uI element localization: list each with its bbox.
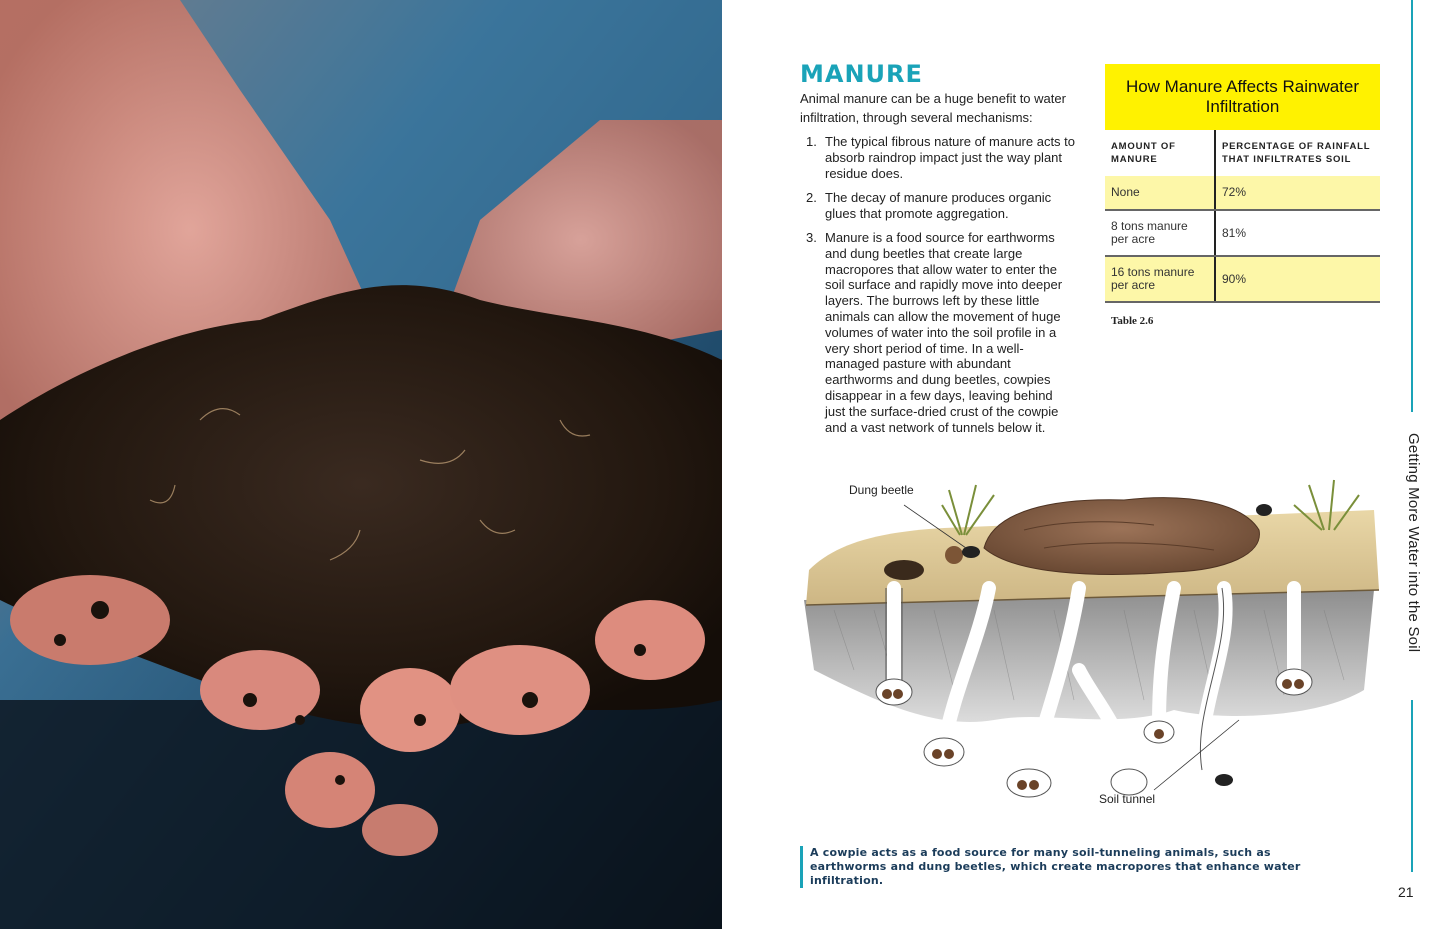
- soil-tunnel-illustration: [794, 470, 1384, 815]
- table-title: How Manure Affects Rainwater Infiltration: [1105, 64, 1380, 130]
- table-body: [1105, 130, 1380, 303]
- infiltration-table: [1105, 64, 1380, 327]
- cell-amount: 8 tons manure per acre: [1105, 211, 1216, 255]
- intro-paragraph: Animal manure can be a huge benefit to water infiltration, through several mechanisms:: [800, 91, 1066, 125]
- list-item: 3. Manure is a food source for earthworms and dung beetles that create large macropores that allow water to enter the soil surface and rapidly move into deeper layers. The burrows left by these little animals can allow the movement of huge volumes of water into the soil profile in a very short period of time. In a well-managed pasture with abundant earthworms and dung beetles, cowpies disappear in a few days, leaving behind just the surface-dried crust of the cowpie and a vast network of tunnels below it.: [806, 229, 1063, 435]
- table-caption: Table 2.6: [1111, 315, 1154, 327]
- column-header-percentage: PERCENTAGE OF RAINFALL THAT INFILTRATES SOIL: [1222, 141, 1371, 165]
- cell-percentage: 90%: [1222, 271, 1247, 286]
- running-header: Getting More Water into the Soil: [1405, 433, 1422, 653]
- table-row: [1105, 257, 1380, 303]
- cell-amount: None: [1105, 176, 1216, 209]
- mechanisms-list: [806, 134, 1076, 444]
- label-soil-tunnel: Soil tunnel: [1099, 792, 1156, 806]
- list-item: 2. The decay of manure produces organic glues that promote aggregation.: [806, 189, 1052, 221]
- right-page: [722, 0, 1445, 929]
- section-heading: MANURE: [800, 60, 923, 88]
- table-row: [1105, 211, 1380, 257]
- side-rule-top: [1411, 0, 1413, 412]
- soil-in-hands-photo: [0, 0, 722, 929]
- cell-amount: 16 tons manure per acre: [1105, 257, 1216, 301]
- figure-caption: A cowpie acts as a food source for many soil-tunneling animals, such as earthworms and dung beetles, which create macropores that enhance water infiltration.: [800, 846, 1350, 888]
- side-rule-bottom: [1411, 700, 1413, 872]
- page-number: 21: [1398, 884, 1414, 900]
- table-row: [1105, 176, 1380, 211]
- column-header-amount: AMOUNT OF MANURE: [1105, 130, 1216, 176]
- label-dung-beetle: Dung beetle: [849, 483, 914, 497]
- cell-percentage: 72%: [1222, 185, 1247, 199]
- cowpie: [984, 498, 1259, 575]
- cell-percentage: 81%: [1222, 225, 1247, 240]
- list-item: 1. The typical fibrous nature of manure acts to absorb raindrop impact just the way plant residue does.: [806, 134, 1076, 181]
- table-header-row: [1105, 130, 1380, 176]
